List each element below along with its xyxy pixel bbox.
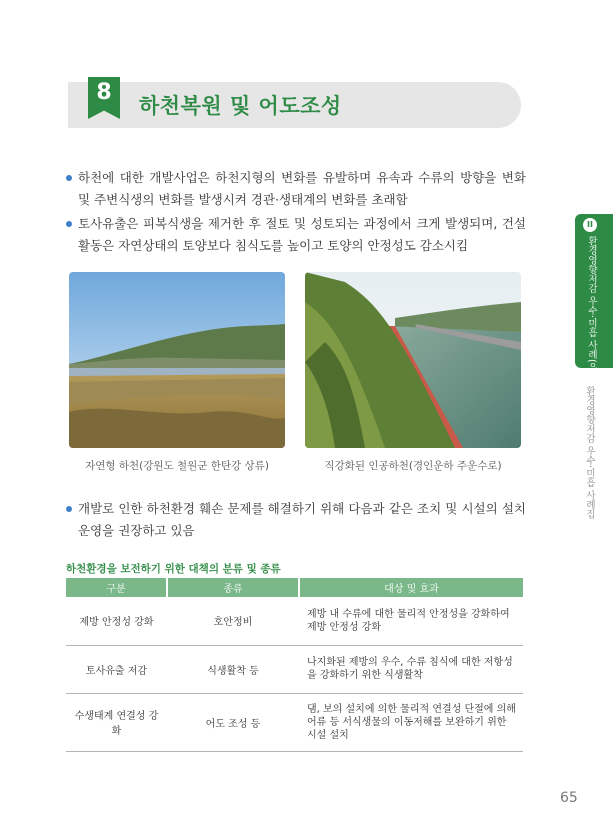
book-title-side-label: 환경영향저감 우수·미흡 사례집: [584, 386, 595, 519]
table-cell-category: 제방 안정성 강화: [66, 597, 167, 645]
chapter-number-badge: II: [583, 218, 597, 232]
photo-artificial-channel: [305, 272, 521, 448]
table-title: 하천환경을 보전하기 위한 대책의 분류 및 종류: [66, 563, 281, 575]
bullet-item: [66, 213, 526, 257]
table-cell-type: 어도 조성 등: [167, 693, 299, 751]
photo-caption: 직강화된 인공하천(경인운하 주운수로): [324, 460, 502, 472]
table-row: [66, 645, 523, 693]
table-header-row: [66, 578, 523, 597]
table-cell-category: 수생태계 연결성 강화: [66, 693, 167, 751]
bullet-text: 개발로 인한 하천환경 훼손 문제를 해결하기 위해 다음과 같은 조치 및 시설의 설치 운영을 권장하고 있음: [78, 501, 526, 538]
section-title: 하천복원 및 어도조성: [139, 94, 342, 118]
table-row: [66, 693, 523, 751]
bullet-text: 하천에 대한 개발사업은 하천지형의 변화를 유발하며 유속과 수류의 방향을 변화 및 주변식생의 변화를 발생시켜 경관·생태계의 변화를 초래함: [78, 170, 526, 207]
table-cell-category: 토사유출 저감: [66, 645, 167, 693]
table-cell-type: 식생활착 등: [167, 645, 299, 693]
chapter-side-tab-label: 환경영향저감 우수·미흡 사례(유형사례): [586, 236, 597, 405]
table-cell-effect: 댐, 보의 설치에 의한 물리적 연결성 단절에 의해 어류 등 서식생물의 이동저해를 보완하기 위한 시설 설치: [299, 693, 523, 751]
bullet-dot-icon: [66, 221, 72, 227]
table-cell-effect: 제방 내 수류에 대한 물리적 안정성을 강화하여 제방 안정성 강화: [299, 597, 523, 645]
table-cell-type: 호안정비: [167, 597, 299, 645]
photo-caption: 자연형 하천(강원도 철원군 한탄강 상류): [85, 460, 269, 472]
section-number: 8: [96, 80, 112, 105]
table-row: [66, 597, 523, 645]
bullet-dot-icon: [66, 506, 72, 512]
measures-table: [66, 578, 523, 752]
table-cell-effect: 나지화된 제방의 우수, 수류 침식에 대한 저항성을 강화하기 위한 식생활착: [299, 645, 523, 693]
bullet-text: 토사유출은 피복식생을 제거한 후 절토 및 성토되는 과정에서 크게 발생되며, 건설활동은 자연상태의 토양보다 침식도를 높이고 토양의 안정성도 감소시킴: [78, 216, 526, 253]
table-header-cell: 구분: [66, 578, 167, 597]
bullet-dot-icon: [66, 175, 72, 181]
bullet-item: [66, 167, 526, 211]
page-number: 65: [560, 790, 578, 806]
table-header-cell: 대상 및 효과: [299, 578, 523, 597]
photo-natural-river: [69, 272, 285, 448]
table-header-cell: 종류: [167, 578, 299, 597]
bullet-item: [66, 498, 526, 542]
